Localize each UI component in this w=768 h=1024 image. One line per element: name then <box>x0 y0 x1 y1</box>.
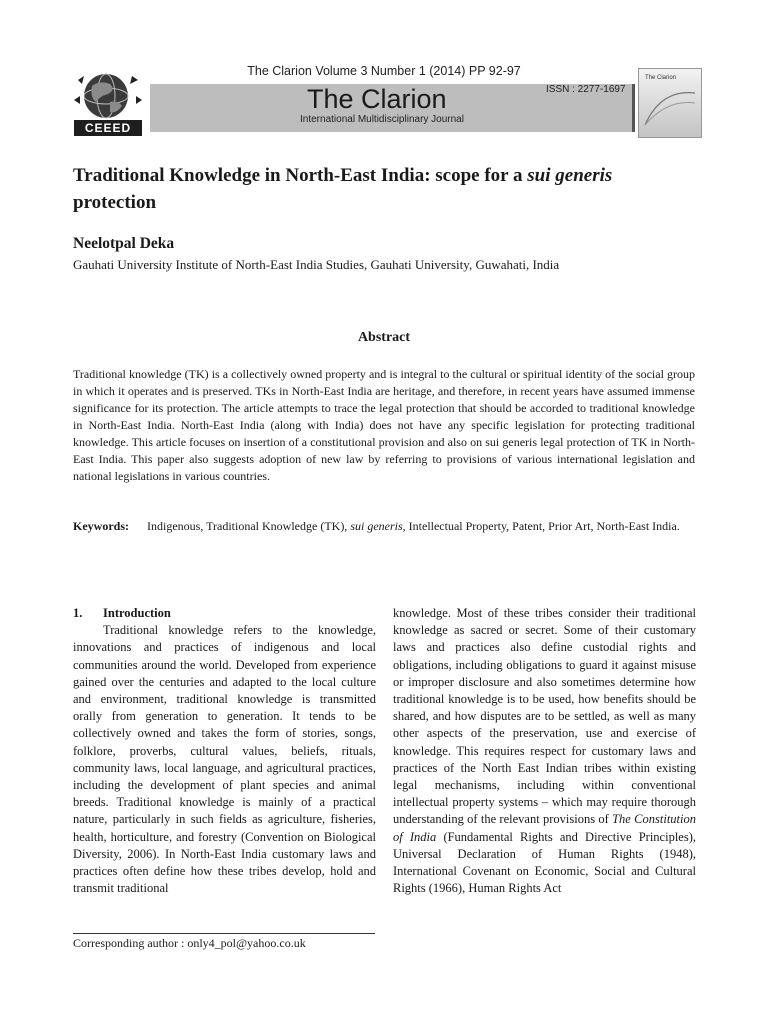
keywords-label: Keywords: <box>73 519 129 533</box>
body-column-right <box>393 605 696 897</box>
journal-cover-thumbnail <box>638 68 702 138</box>
right-text-italic: The Constitution of India <box>393 812 696 844</box>
abstract-body: Traditional knowledge (TK) is a collectively owned property and is integral to the cultural or spiritual identity of the social group in which it operates and is preserved. TKs in North-East India are heritage, and therefore, in recent years have assumed immense significance for its protection. The article attempts to trace the legal protection that should be accorded to traditional knowledge in North-East India. North-East India (along with India) does not have any specific legislation for protecting traditional knowledge. This article focuses on insertion of a constitutional provision and also on sui generis legal protection of TK in North-East India. This paper also suggests adoption of new law by referring to provisions of various international legislation and national legislations in various countries. <box>73 367 695 483</box>
intro-paragraph-left: Traditional knowledge refers to the knowledge, innovations and practices of indigenous and local communities around the world. Developed from experience gained over the centuries and adapted to the local culture and environment, traditional knowledge is transmitted orally from generation to generation. It tends to be collectively owned and takes the form of stories, songs, folklore, proverbs, cultural values, beliefs, rituals, community laws, local language, and agricultural practices, including the development of plant species and animal breeds. Traditional knowledge is mainly of a practical nature, particularly in such fields as agriculture, fisheries, health, horticulture, and forestry (Convention on Biological Diversity, 2006). In North-East India customary laws and practices often define how these tribes develop, hold and transmit traditional <box>73 623 376 896</box>
keywords-text-italic: sui generis <box>350 519 403 533</box>
footnote-divider <box>73 933 375 934</box>
section-title: Introduction <box>103 606 171 620</box>
right-text-end: (Fundamental Rights and Directive Principles), Universal Declaration of Human Rights (1948), International Covenant on Economic, Social and Cultural Rights (1966), Human Rights Act <box>393 829 696 896</box>
right-text-start: knowledge. Most of these tribes consider their traditional knowledge as sacred or secret. Some of their customary laws and practices also define custodial rights and obligations, including obligations to guard it against misuse or improper disclosure and also sometimes determine how traditional knowledge is to be used, how benefits should be shared, and how disputes are to be settled, as well as many other aspects of the preservation, use and exercise of knowledge. This requires respect for customary laws and practices of the North East Indian tribes within existing legal mechanisms, including within conventional intellectual property systems – which may require thorough understanding of the relevant provisions of <box>393 606 696 827</box>
author-affiliation: Gauhati University Institute of North-East India Studies, Gauhati University, Guwahati, India <box>73 257 560 272</box>
author-name: Neelotpal Deka <box>73 235 175 252</box>
keywords-text-start: Indigenous, Traditional Knowledge (TK), <box>147 519 351 533</box>
section-heading <box>73 605 376 622</box>
title-main: Traditional Knowledge in North-East India: scope for a <box>73 165 528 186</box>
journal-subtitle: International Multidisciplinary Journal <box>300 114 464 125</box>
intro-paragraph-right <box>393 605 696 897</box>
body-column-left <box>73 605 376 897</box>
journal-brand: The Clarion <box>307 84 447 114</box>
title-end: protection <box>73 192 157 213</box>
paper-title <box>73 162 695 216</box>
journal-masthead <box>150 84 635 132</box>
issn: ISSN : 2277-1697 <box>546 84 626 95</box>
title-italic: sui generis <box>527 165 613 186</box>
journal-citation: The Clarion Volume 3 Number 1 (2014) PP 92-97 <box>247 64 521 78</box>
keywords-text-end: , Intellectual Property, Patent, Prior Art, North-East India. <box>402 519 680 533</box>
keywords-text <box>147 518 695 535</box>
section-number: 1. <box>73 606 83 620</box>
logo-text: CEEED <box>84 121 132 135</box>
ceeed-logo <box>70 66 146 138</box>
cover-title: The Clarion <box>645 75 677 81</box>
corresponding-author-footnote: Corresponding author : only4_pol@yahoo.co.uk <box>73 936 306 950</box>
keywords <box>73 518 695 535</box>
abstract-heading: Abstract <box>357 330 411 345</box>
